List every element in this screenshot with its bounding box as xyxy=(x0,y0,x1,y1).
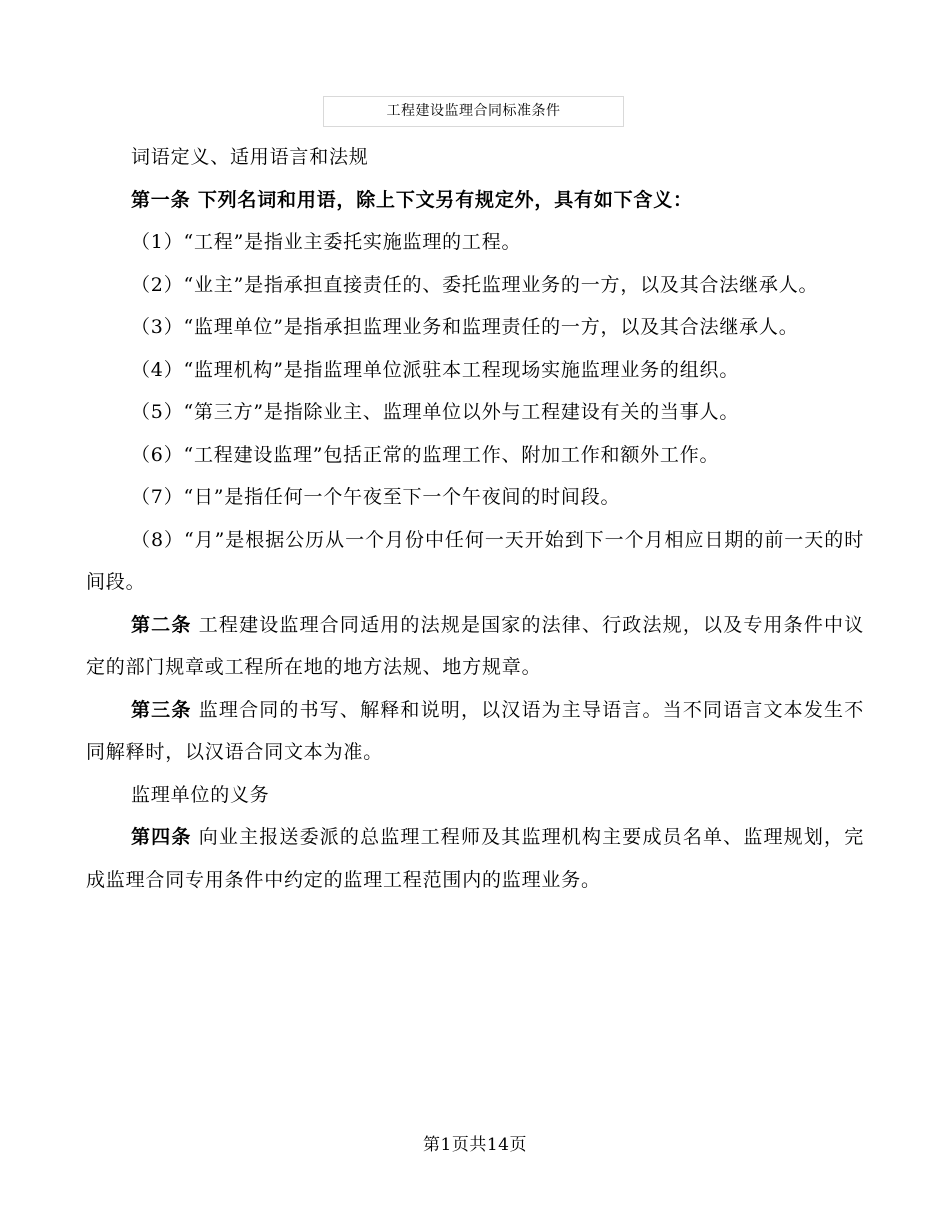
article-label: 第二条 xyxy=(131,613,192,636)
paragraph xyxy=(86,519,864,604)
page-footer: 第1页共14页 xyxy=(423,1135,527,1155)
paragraph-text: 监理合同的书写、解释和说明，以汉语为主导语言。当不同语言文本发生不同解释时，以汉语合同文本为准。 xyxy=(86,698,864,763)
paragraph-text: （4）“监理机构”是指监理单位派驻本工程现场实施监理业务的组织。 xyxy=(131,358,740,381)
paragraph xyxy=(86,306,864,349)
paragraph-text: （3）“监理单位”是指承担监理业务和监理责任的一方，以及其合法继承人。 xyxy=(131,316,799,338)
paragraph xyxy=(86,264,864,307)
paragraph-text: （6）“工程建设监理”包括正常的监理工作、附加工作和额外工作。 xyxy=(131,443,720,466)
paragraph xyxy=(86,136,864,179)
paragraph xyxy=(86,221,864,264)
paragraph-text: （1）“工程”是指业主委托实施监理的工程。 xyxy=(131,231,522,253)
paragraph-text: （2）“业主”是指承担直接责任的、委托监理业务的一方，以及其合法继承人。 xyxy=(131,273,819,296)
paragraph xyxy=(86,604,864,689)
paragraph-text: （8）“月”是根据公历从一个月份中任何一天开始到下一个月相应日期的前一天的时间段。 xyxy=(86,528,864,593)
document-body xyxy=(86,136,864,901)
paragraph xyxy=(86,774,864,817)
paragraph-text: 工程建设监理合同适用的法规是国家的法律、行政法规，以及专用条件中议定的部门规章或工程所在地的地方法规、地方规章。 xyxy=(86,613,864,678)
paragraph-text: （5）“第三方”是指除业主、监理单位以外与工程建设有关的当事人。 xyxy=(131,401,740,423)
paragraph xyxy=(86,434,864,477)
paragraph-text: 监理单位的义务 xyxy=(131,783,270,806)
paragraph xyxy=(86,391,864,434)
paragraph xyxy=(86,816,864,901)
paragraph-text: 向业主报送委派的总监理工程师及其监理机构主要成员名单、监理规划，完成监理合同专用条件中约定的监理工程范围内的监理业务。 xyxy=(86,826,864,891)
paragraph-text: （7）“日”是指任何一个午夜至下一个午夜间的时间段。 xyxy=(131,486,621,508)
paragraph-text: 词语定义、适用语言和法规 xyxy=(131,146,369,168)
document-title: 工程建设监理合同标准条件 xyxy=(323,96,624,127)
paragraph xyxy=(86,476,864,519)
paragraph xyxy=(86,349,864,392)
paragraph-text: 第一条 下列名词和用语，除上下文另有规定外，具有如下含义： xyxy=(131,188,693,211)
paragraph xyxy=(86,689,864,774)
paragraph xyxy=(86,179,864,222)
article-label: 第三条 xyxy=(131,698,192,721)
article-label: 第四条 xyxy=(131,826,192,848)
